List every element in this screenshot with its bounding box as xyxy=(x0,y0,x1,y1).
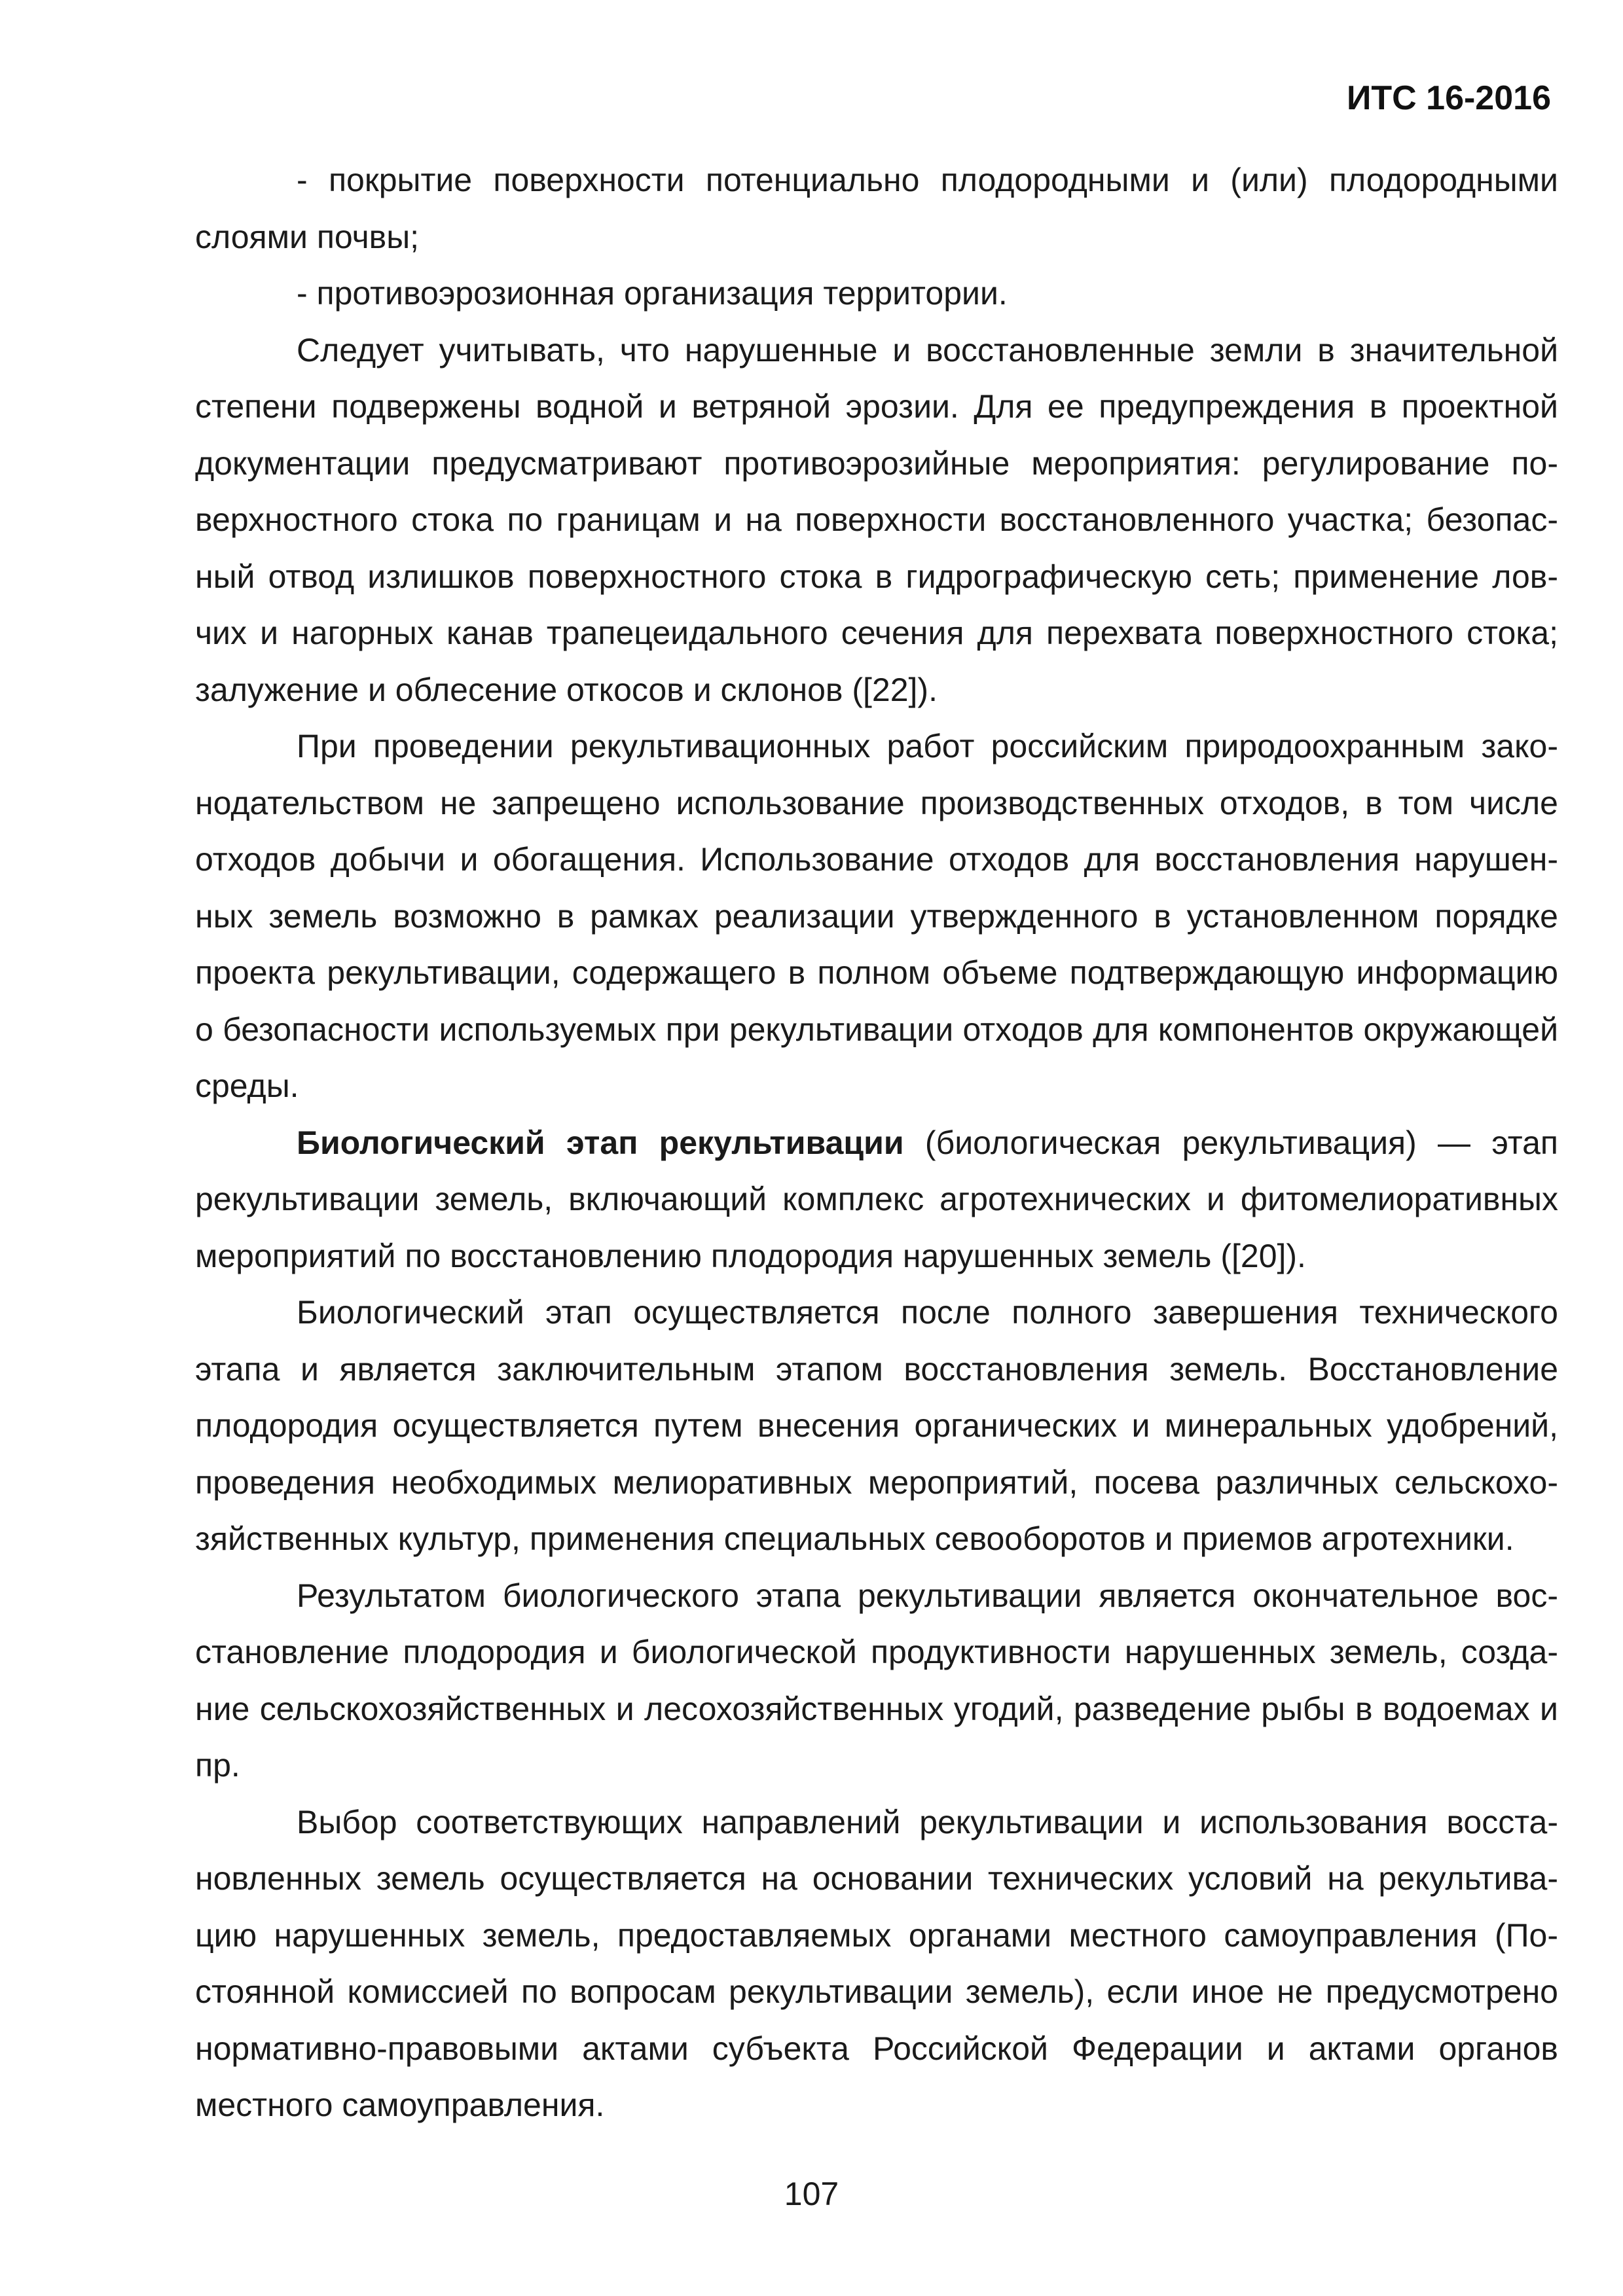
body-paragraph xyxy=(195,322,1558,719)
body-paragraph xyxy=(195,1284,1558,1568)
paragraph-text: Биологический этап осуществляется после полного завершения технического этапа и является заключительным этапом восстановления земель. Восстановление плодородия осуществляется путем внесения органических и минеральных удобрений, проведения необходимых мелиоративных мероприятий, посева различных сельскохозяйственных культур, применения специальных севооборотов и приемов агротехники. xyxy=(195,1294,1558,1557)
list-item-paragraph xyxy=(195,265,1558,322)
paragraph-text: Следует учитывать, что нарушенные и восстановленные земли в значительной степени подвержены водной и ветряной эрозии. Для ее предупреждения в проектной документации предусматривают противоэрозийные мероприятия: регулирование поверхностного стока по границам и на поверхности восстановленного участка; безопасный отвод излишков поверхностного стока в гидрографическую сеть; применение ловчих и нагорных канав трапецеидального сечения для перехвата поверхностного стока; залужение и облесение откосов и склонов ([22]). xyxy=(195,331,1558,708)
definition-paragraph xyxy=(195,1115,1558,1285)
body-paragraph xyxy=(195,718,1558,1115)
defined-term: Биологический этап рекультивации xyxy=(297,1124,904,1161)
paragraph-text: Выбор соответствующих направлений рекультивации и использования восстановленных земель осуществляется на основании технических условий на рекультивацию нарушенных земель, предоставляемых органами местного самоуправления (Постоянной комиссией по вопросам рекультивации земель), если иное не предусмотрено нормативно-правовыми актами субъекта Российской Федерации и актами органов местного самоуправления. xyxy=(195,1803,1558,2123)
page-number: 107 xyxy=(784,2176,839,2212)
body-paragraph xyxy=(195,1794,1558,2134)
document-body xyxy=(195,152,1558,2134)
paragraph-text: Результатом биологического этапа рекультивации является окончательное восстановление плодородия и биологической продуктивности нарушенных земель, создание сельскохозяйственных и лесохозяйственных угодий, разведение рыбы в водоемах и пр. xyxy=(195,1577,1558,1784)
paragraph-text: При проведении рекультивационных работ российским природоохранным законодательством не запрещено использование производственных отходов, в том числе отходов добычи и обогащения. Использование отходов для восстановления нарушенных земель возможно в рамках реализации утвержденного в установленном порядке проекта рекультивации, содержащего в полном объеме подтверждающую информацию о безопасности используемых при рекультивации отходов для компонентов окружающей среды. xyxy=(195,728,1558,1104)
paragraph-text: - противоэрозионная организация территории. xyxy=(297,275,1008,312)
paragraph-text: (биологическая рекультивация) — этап рекультивации земель, включающий комплекс агротехнических и фитомелиоративных мероприятий по восстановлению плодородия нарушенных земель ([20]). xyxy=(195,1124,1558,1274)
document-code-header: ИТС 16-2016 xyxy=(1347,79,1551,117)
body-paragraph xyxy=(195,1568,1558,1794)
paragraph-text: - покрытие поверхности потенциально плодородными и (или) плодородными слоями почвы; xyxy=(195,162,1558,255)
list-item-paragraph xyxy=(195,152,1558,265)
